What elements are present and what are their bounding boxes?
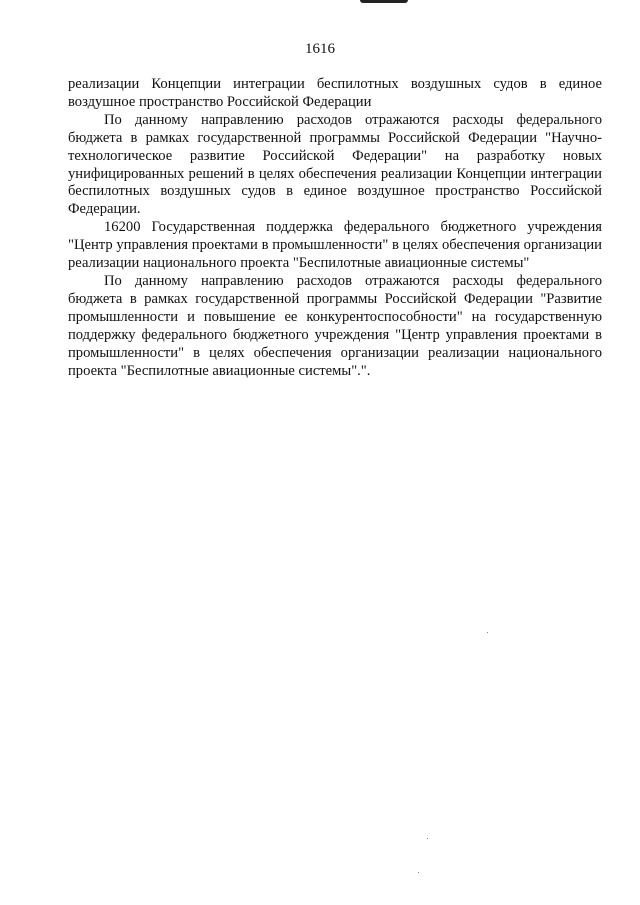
paragraph-2: По данному направлению расходов отражаются расходы федерального бюджета в рамках государственной программы Российской Федерации "Научно-технологическое развитие Российской Федерации" на разработку новых унифицированных решений в целях обеспечения реализации Концепции интеграции беспилотных воздушных судов в единое воздушное пространство Российской Федерации. (68, 111, 602, 218)
page-number: 1616 (305, 41, 335, 57)
paragraph-1: реализации Концепции интеграции беспилотных воздушных судов в единое воздушное пространство Российской Федерации (68, 76, 602, 110)
body-text (68, 76, 602, 380)
scan-artifact (360, 0, 408, 3)
scan-speck (418, 872, 419, 873)
scan-speck (427, 838, 428, 839)
scan-speck (487, 632, 488, 633)
paragraph-3: 16200 Государственная поддержка федерального бюджетного учреждения "Центр управления проектами в промышленности" в целях обеспечения организации реализации национального проекта "Беспилотные авиационные системы" (68, 219, 602, 272)
paragraph-4: По данному направлению расходов отражаются расходы федерального бюджета в рамках государственной программы Российской Федерации "Развитие промышленности и повышение ее конкурентоспособности" на государственную поддержку федерального бюджетного учреждения "Центр управления проектами в промышленности" в целях обеспечения организации реализации национального проекта "Беспилотные авиационные системы".". (68, 272, 602, 379)
